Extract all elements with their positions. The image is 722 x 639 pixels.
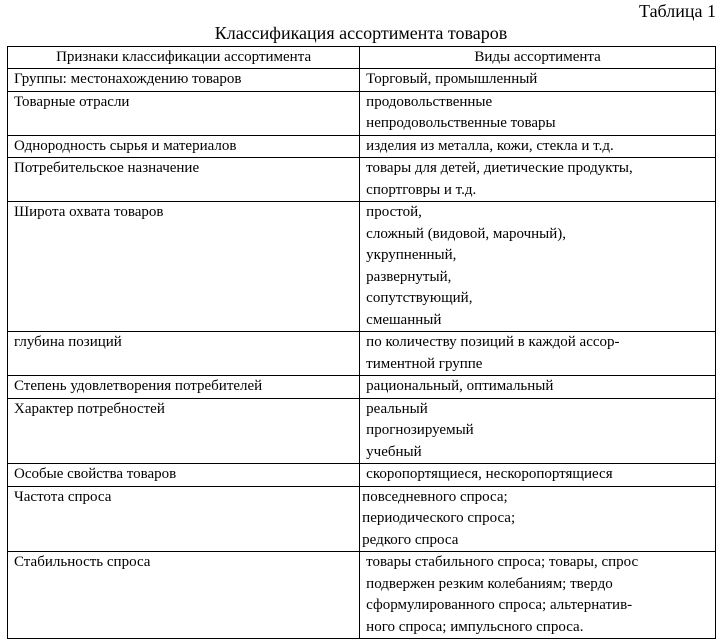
header-types: Виды ассортимента	[360, 47, 716, 69]
table-number: Таблица 1	[639, 1, 716, 21]
header-features: Признаки классификации ассортимента	[8, 47, 360, 69]
type-line: реальный	[366, 400, 428, 417]
types-cell	[360, 158, 716, 202]
type-line: подвержен резким колебаниям; твердо	[366, 575, 613, 592]
feature-cell: Товарные отрасли	[8, 91, 360, 135]
types-cell	[360, 332, 716, 376]
type-line: сопутствующий,	[366, 290, 473, 306]
type-line: периодического спроса;	[362, 510, 516, 526]
type-line: укрупненный,	[366, 247, 457, 263]
type-line: товары стабильного спроса; товары, спрос	[366, 554, 639, 570]
table-row	[8, 91, 716, 135]
type-line: смешанный	[366, 311, 442, 328]
feature-cell: Однородность сырья и материалов	[8, 135, 360, 158]
type-line: продовольственные	[366, 93, 493, 110]
table-header-row	[8, 47, 716, 69]
types-cell	[360, 552, 716, 639]
types-cell	[360, 398, 716, 464]
table-row	[8, 158, 716, 202]
type-line: скоропортящиеся, нескоропортящиеся	[366, 466, 613, 482]
table-row	[8, 464, 716, 487]
type-line: развернутый,	[366, 268, 452, 285]
types-cell	[360, 486, 716, 552]
table-row	[8, 332, 716, 376]
types-cell	[360, 91, 716, 135]
type-line: непродовольственные товары	[366, 115, 556, 131]
type-line: ного спроса; импульсного спроса.	[366, 618, 584, 635]
feature-cell: Характер потребностей	[8, 398, 360, 464]
types-cell	[360, 376, 716, 399]
feature-cell: Группы: местонахождению товаров	[8, 69, 360, 92]
type-line: сформулированного спроса; альтернатив-	[366, 597, 633, 613]
table-row	[8, 486, 716, 552]
feature-cell: Потребительское назначение	[8, 158, 360, 202]
table-title: Классификация ассортимента товаров	[214, 23, 508, 43]
types-cell	[360, 464, 716, 487]
table-row	[8, 69, 716, 92]
table-row	[8, 135, 716, 158]
type-line: тиментной группе	[366, 355, 483, 372]
types-cell	[360, 135, 716, 158]
table-row	[8, 398, 716, 464]
type-line: прогнозируемый	[366, 422, 474, 438]
feature-cell: Широта охвата товаров	[8, 202, 360, 332]
type-line: рациональный, оптимальный	[366, 378, 554, 394]
type-line: повседневного спроса;	[362, 488, 508, 505]
type-line: сложный (видовой, марочный),	[366, 225, 567, 242]
assortment-classification-table	[7, 46, 716, 639]
feature-cell: Степень удовлетворения потребителей	[8, 376, 360, 399]
type-line: товары для детей, диетические продукты,	[366, 160, 633, 176]
type-line: спортговры и т.д.	[366, 181, 477, 198]
feature-cell: Особые свойства товаров	[8, 464, 360, 487]
type-line: по количеству позиций в каждой ассор-	[366, 334, 620, 350]
type-line: простой,	[366, 204, 422, 220]
feature-cell: Стабильность спроса	[8, 552, 360, 639]
table-row	[8, 202, 716, 332]
types-cell	[360, 69, 716, 92]
feature-cell: глубина позиций	[8, 332, 360, 376]
table-row	[8, 376, 716, 399]
feature-cell: Частота спроса	[8, 486, 360, 552]
type-line: изделия из металла, кожи, стекла и т.д.	[366, 137, 614, 154]
types-cell	[360, 202, 716, 332]
type-line: Торговый, промышленный	[366, 71, 538, 87]
type-line: учебный	[366, 443, 422, 460]
type-line: редкого спроса	[362, 531, 459, 548]
table-row	[8, 552, 716, 639]
